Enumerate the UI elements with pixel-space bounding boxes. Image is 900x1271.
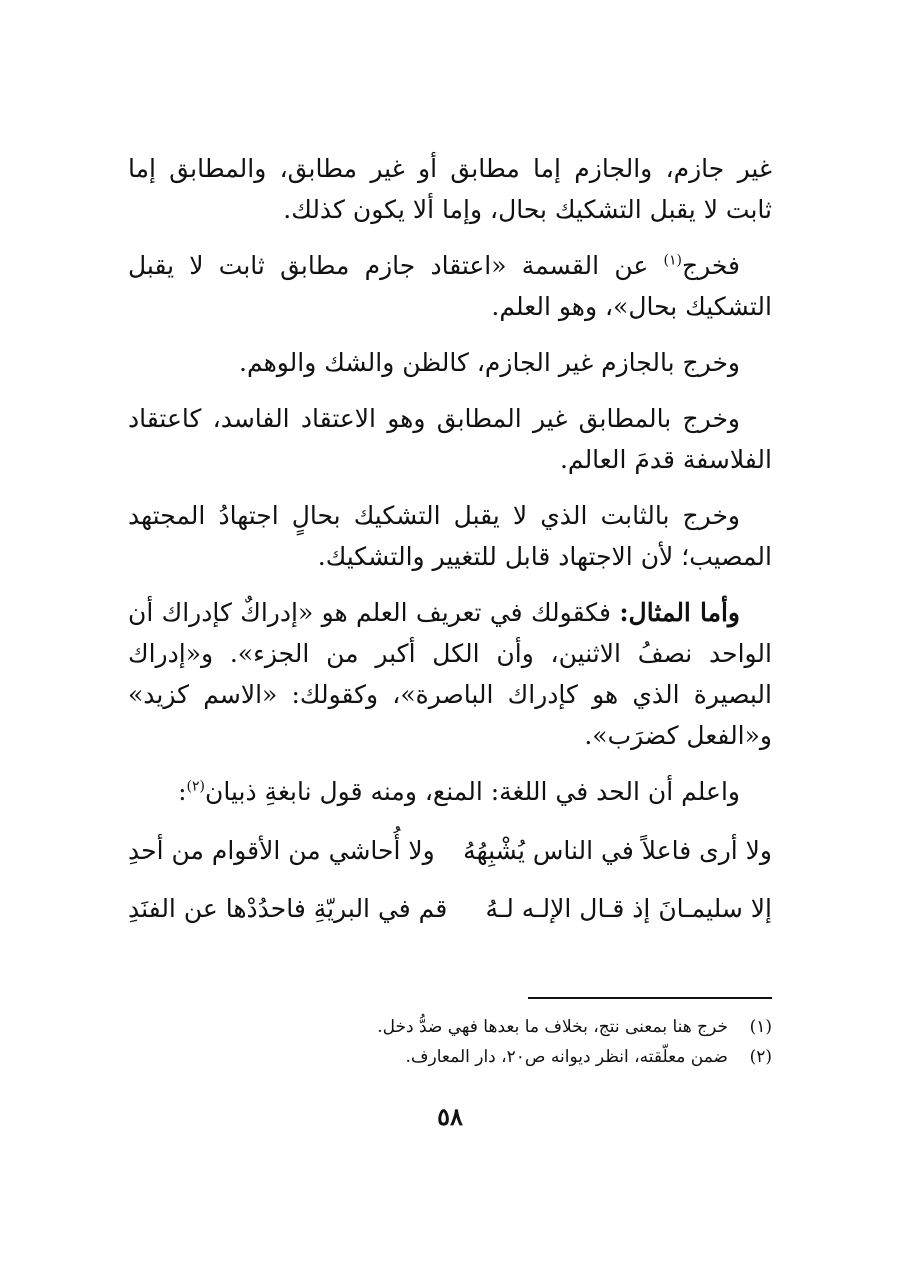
paragraph-text: واعلم أن الحد في اللغة: المنع، ومنه قول نابغةِ ذبيان xyxy=(205,777,740,806)
paragraph-text: : xyxy=(178,777,187,806)
footnote xyxy=(128,1012,772,1042)
paragraph xyxy=(128,592,772,756)
paragraph-text: فكقولك في تعريف العلم هو «إدراكٌ كإدراك أن الواحد نصفُ الاثنين، وأن الكل أكبر من الجزء». و«إدراك البصيرة الذي هو كإدراك الباصرة»، وكقولك: «الاسم كزيد» و«الفعل كضرَب». xyxy=(128,598,772,750)
paragraph-text: عن القسمة «اعتقاد جازم مطابق ثابت لا يقبل التشكيك بحال»، وهو العلم. xyxy=(128,251,772,321)
page-number: ٥٨ xyxy=(437,1102,463,1131)
paragraph-lead: وأما المثال: xyxy=(619,598,740,627)
footnote-text: ضمن معلّقته، انظر ديوانه ص٢٠، دار المعارف. xyxy=(405,1047,728,1067)
footnote-number: (٢) xyxy=(749,1047,772,1067)
footnote-number: (١) xyxy=(749,1017,772,1037)
verse-second-hemistich: قم في البريّةِ فاحدُدْها عن الفنَدِ xyxy=(128,894,448,923)
poem-verse xyxy=(128,885,772,933)
poem-verse xyxy=(128,827,772,875)
paragraph xyxy=(128,245,772,327)
footnote-divider xyxy=(528,997,772,999)
paragraph: وخرج بالثابت الذي لا يقبل التشكيك بحالٍ اجتهادُ المجتهد المصيب؛ لأن الاجتهاد قابل للتغيير والتشكيك. xyxy=(128,501,772,571)
paragraph: وخرج بالمطابق غير المطابق وهو الاعتقاد الفاسد، كاعتقاد الفلاسفة قدمَ العالم. xyxy=(128,404,772,474)
footnote-ref: (١) xyxy=(663,252,682,269)
verse-first-hemistich: إلا سليمـانَ إذ قـال الإلـه لـهُ xyxy=(485,894,772,923)
paragraph-text: فخرج xyxy=(681,251,740,280)
footnote xyxy=(128,1042,772,1072)
paragraph: غير جازم، والجازم إما مطابق أو غير مطابق، والمطابق إما ثابت لا يقبل التشكيك بحال، وإما ألا يكون كذلك. xyxy=(128,154,772,224)
paragraph xyxy=(128,771,772,812)
main-text xyxy=(128,148,772,943)
verse-second-hemistich: ولا أُحاشي من الأقوام من أحدِ xyxy=(128,836,435,865)
footnote-text: خرج هنا بمعنى نتج، بخلاف ما بعدها فهي ضدُّ دخل. xyxy=(377,1017,728,1037)
footnotes xyxy=(128,1012,772,1072)
paragraph: وخرج بالجازم غير الجازم، كالظن والشك والوهم. xyxy=(239,348,740,377)
verse-first-hemistich: ولا أرى فاعلاً في الناس يُشْبِهُهُ xyxy=(463,836,772,865)
footnote-ref: (٢) xyxy=(186,778,205,795)
